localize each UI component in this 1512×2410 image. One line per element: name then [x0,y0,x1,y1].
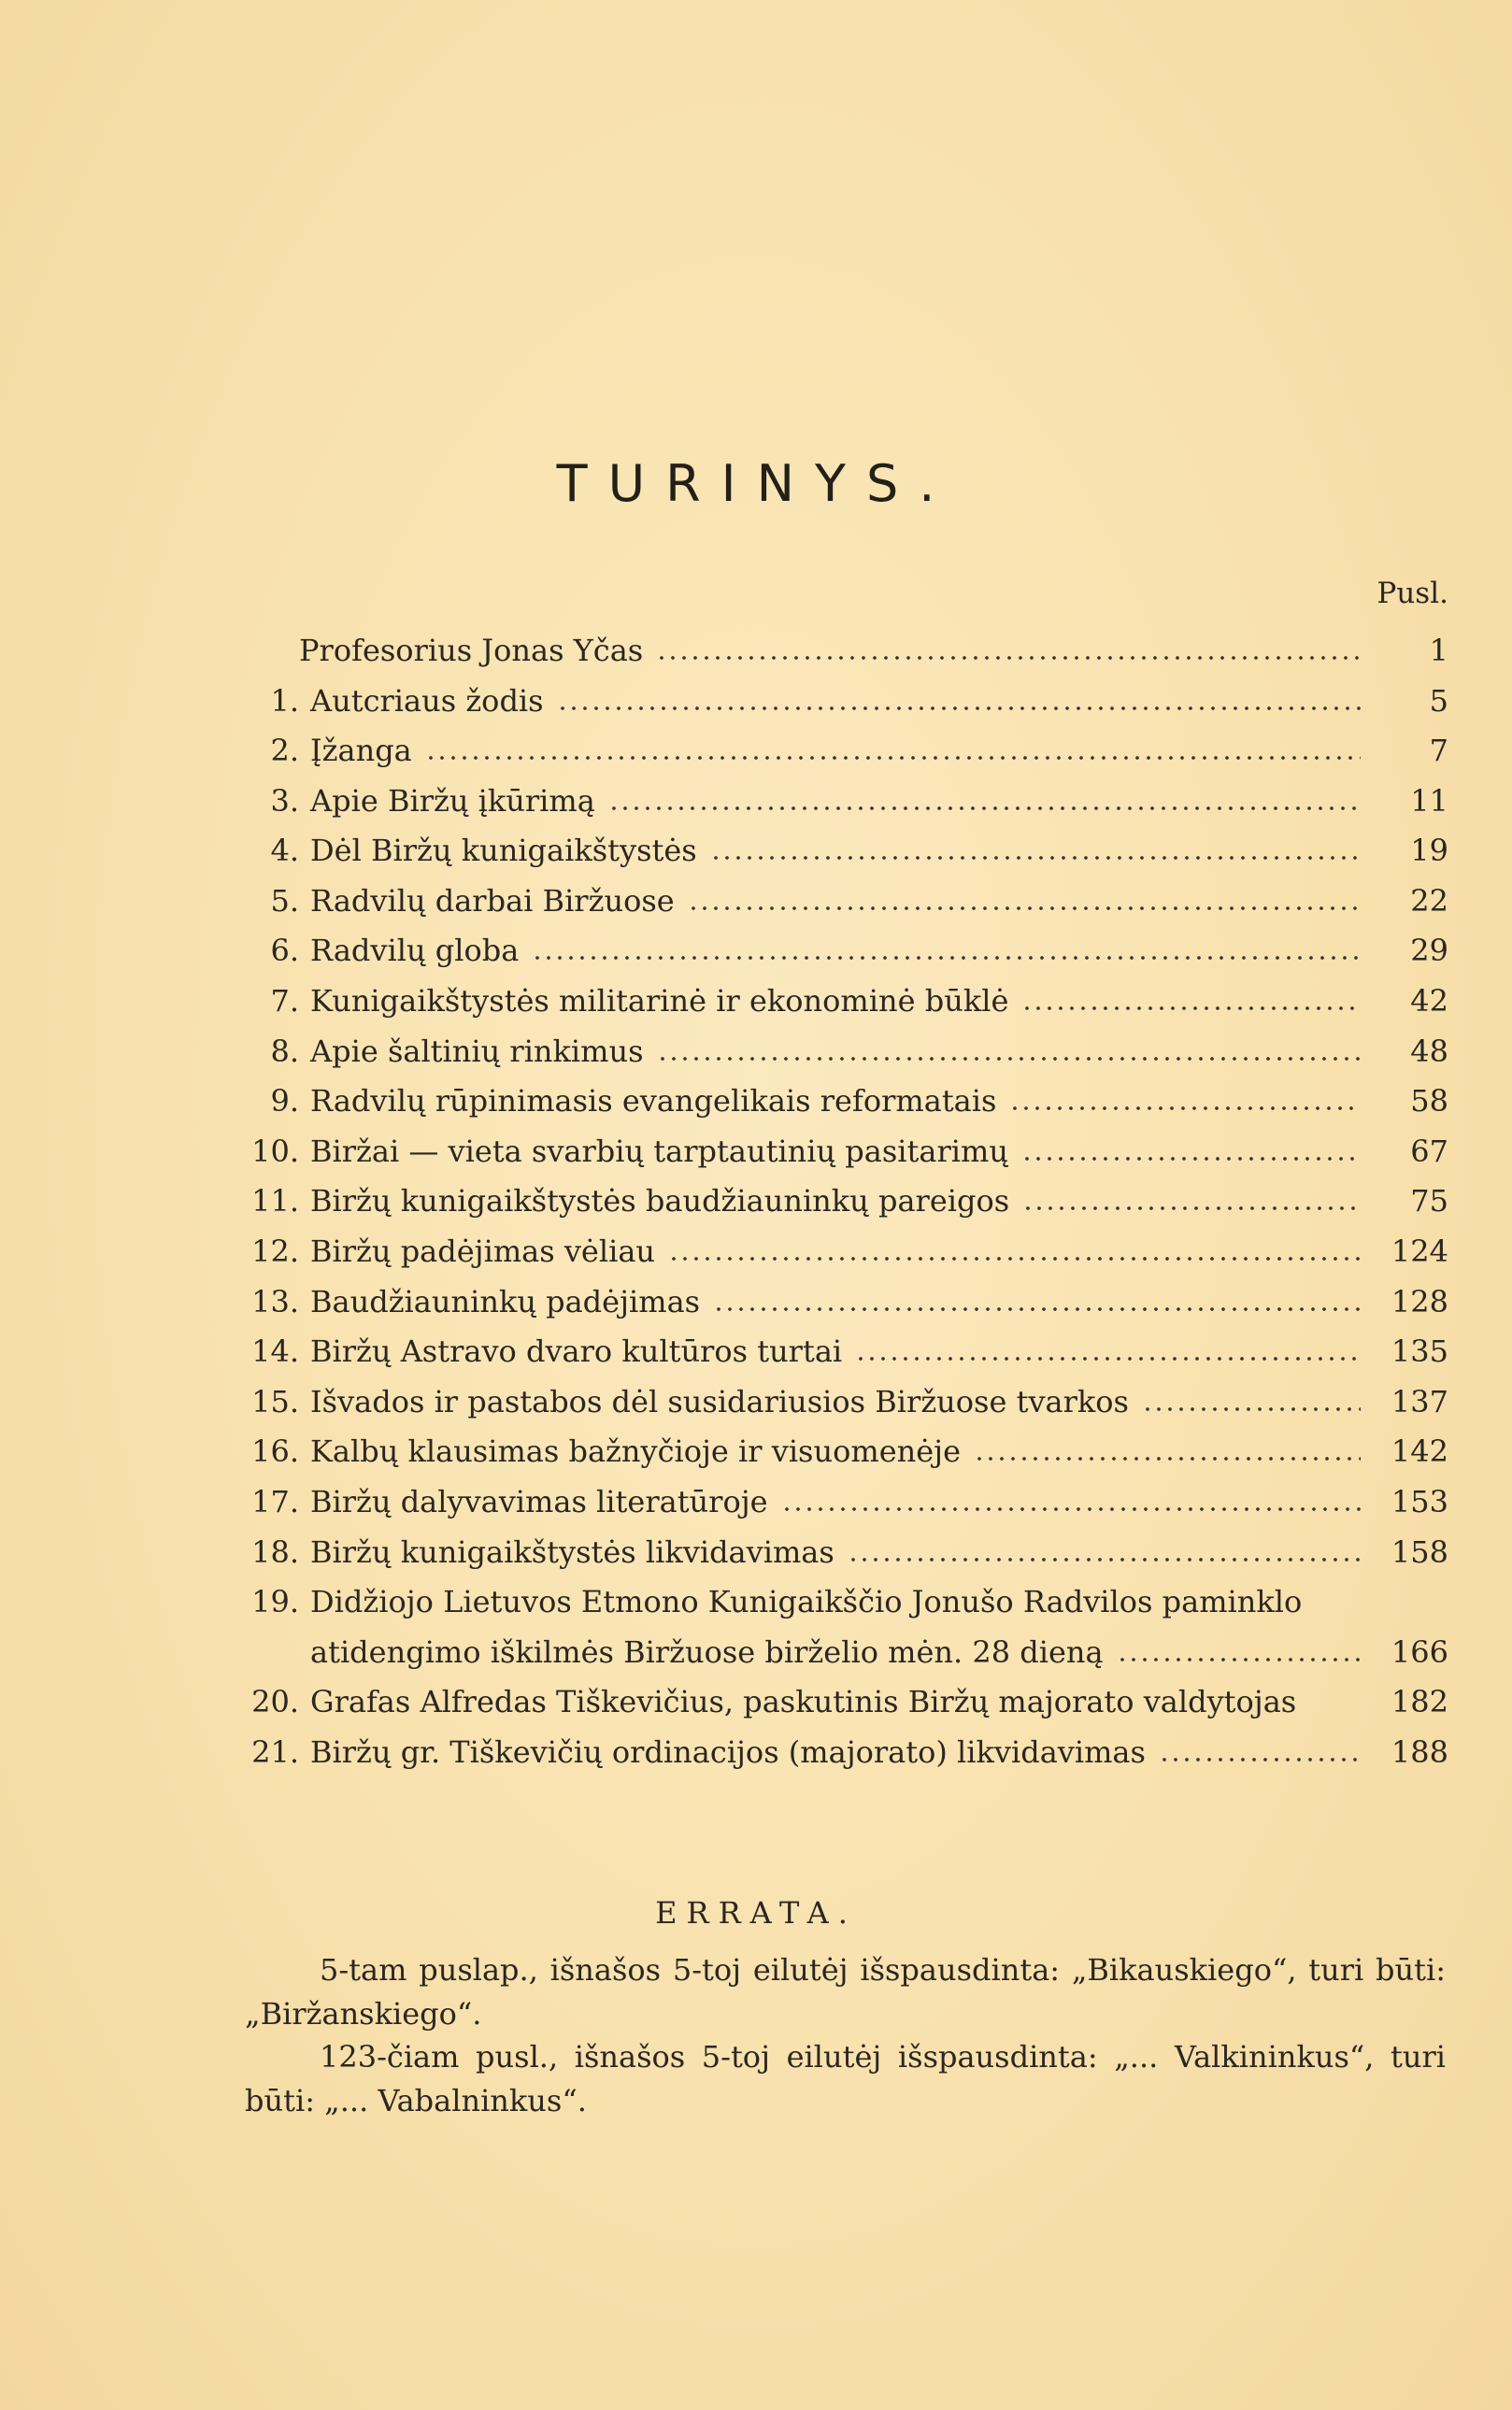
toc-entry-number: 2. [270,733,299,768]
dot-leader [855,1339,1361,1363]
toc-entry-page: 42 [1410,983,1448,1019]
toc-entry-continuation [224,1626,1448,1671]
toc-entry-number: 9. [270,1083,299,1119]
toc-entry-title: Biržų kunigaikštystės baudžiauninkų pareigos [310,1183,1010,1219]
toc-entry-number: 18. [251,1534,299,1570]
dot-leader [713,1290,1361,1314]
toc-entry-number: 3. [270,783,299,819]
toc-entry-number: 21. [251,1734,299,1770]
toc-entry [224,975,1448,1020]
toc-entry-title: Profesorius Jonas Yčas [299,633,644,668]
dot-leader [608,789,1361,813]
dot-leader [1021,1139,1361,1163]
toc-entry-number: 6. [270,933,299,968]
toc-entry-page: 75 [1410,1183,1448,1219]
dot-leader [532,938,1361,963]
toc-entry [224,1526,1448,1571]
toc-entry-number: 4. [270,833,299,868]
dot-leader [1022,1189,1361,1213]
toc-entry-title: Biržų Astravo dvaro kultūros turtai [310,1333,843,1369]
toc-entry-number: 15. [251,1384,299,1419]
toc-entry [224,724,1448,769]
dot-leader [781,1490,1361,1514]
page-title: TURINYS. [556,454,956,513]
toc-entry [224,1325,1448,1370]
dot-leader [656,638,1361,663]
toc-entry-number: 5. [270,883,299,919]
toc-entry-number: 1. [270,683,299,719]
toc-entry-page: 158 [1391,1534,1448,1570]
toc-entry-page: 188 [1391,1734,1448,1770]
toc-entry-title: Įžanga [310,733,412,768]
toc-entry [224,1676,1448,1720]
toc-entry-number: 14. [251,1333,299,1369]
toc-entry [224,924,1448,969]
page-column-header: Pusl. [1376,577,1448,610]
toc-entry-page: 137 [1391,1384,1448,1419]
toc-entry [224,1376,1448,1420]
dot-leader [710,838,1361,863]
dot-leader [1009,1089,1361,1113]
toc-entry-page: 166 [1391,1634,1448,1670]
toc-entry-number: 17. [251,1484,299,1519]
toc-entry-page: 142 [1391,1433,1448,1469]
toc-entry [224,1175,1448,1219]
toc-entry-title: Apie šaltinių rinkimus [310,1034,644,1069]
dot-leader [668,1239,1361,1263]
toc-entry-number: 11. [251,1183,299,1219]
toc-entry [224,1425,1448,1470]
toc-entry [224,775,1448,820]
toc-entry-number: 12. [251,1234,299,1269]
dot-leader [1159,1740,1361,1764]
errata-title: ERRATA. [655,1895,857,1931]
toc-entry-page: 48 [1410,1034,1448,1069]
toc-entry-title: Didžiojo Lietuvos Etmono Kunigaikščio Jonušo Radvilos paminklo [310,1584,1303,1619]
dot-leader [657,1039,1361,1063]
toc-entry-title: Dėl Biržų kunigaikštystės [310,833,697,868]
dot-leader [557,689,1361,713]
toc-entry-title: Radvilų globa [310,933,520,968]
toc-entry-page: 22 [1410,883,1448,919]
dot-leader [1142,1390,1361,1414]
toc-entry-page: 67 [1410,1134,1448,1169]
toc-entry-number: 16. [251,1433,299,1469]
errata-item: 5-tam puslap., išnašos 5-toj eilutėj išspausdinta: „Bikauskiego“, turi būti: „Biržanskiego“. [245,1952,1446,2032]
dot-leader [688,889,1361,913]
toc-entry-title: atidengimo iškilmės Biržuose birželio mėn. 28 dieną [310,1634,1104,1670]
toc-entry [224,1225,1448,1270]
toc-entry [224,875,1448,920]
toc-entry-title: Išvados ir pastabos dėl susidariusios Biržuose tvarkos [310,1384,1129,1419]
toc-entry-title: Radvilų rūpinimasis evangelikais reformatais [310,1083,997,1119]
errata-item: 123-čiam pusl., išnašos 5-toj eilutėj išspausdinta: „... Valkininkus“, turi būti: „... Vabalninkus“. [245,2039,1446,2118]
toc-entry [224,1476,1448,1520]
toc-entry-number: 10. [251,1134,299,1169]
toc-entry-page: 124 [1391,1234,1448,1269]
toc-entry-title: Biržų padėjimas vėliau [310,1234,656,1269]
toc-entry-title: Kalbų klausimas bažnyčioje ir visuomenėje [310,1433,962,1469]
toc-entry [224,624,1448,669]
dot-leader [974,1439,1361,1463]
toc-entry-number: 19. [251,1584,299,1619]
toc-entry [224,1025,1448,1070]
toc-entry-title: Apie Biržų įkūrimą [310,783,595,819]
toc-entry-title: Biržų kunigaikštystės likvidavimas [310,1534,834,1570]
toc-entry-title: Biržų dalyvavimas literatūroje [310,1484,768,1519]
toc-entry-page: 182 [1391,1684,1448,1719]
toc-entry-page: 128 [1391,1284,1448,1319]
toc-entry-title: Baudžiauninkų padėjimas [310,1284,701,1319]
toc-entry-page: 7 [1429,733,1448,768]
toc-entry-number: 13. [251,1284,299,1319]
toc-entry-number: 7. [270,983,299,1019]
toc-entry-page: 1 [1429,633,1448,668]
dot-leader [848,1540,1361,1564]
toc-entry-number: 8. [270,1034,299,1069]
toc-entry-title: Grafas Alfredas Tiškevičius, paskutinis Biržų majorato valdytojas [310,1684,1297,1719]
dot-leader [1021,989,1361,1013]
toc-entry-title: Radvilų darbai Biržuose [310,883,675,919]
toc-entry-page: 19 [1410,833,1448,868]
dot-leader [1117,1640,1361,1664]
dot-leader [425,738,1361,763]
toc-entry-page: 58 [1410,1083,1448,1119]
toc-entry [224,1726,1448,1771]
toc-entry-title: Biržų gr. Tiškevičių ordinacijos (majorato) likvidavimas [310,1734,1146,1770]
toc-entry-page: 135 [1391,1333,1448,1369]
toc-entry-page: 5 [1429,683,1448,719]
toc-entry-page: 11 [1410,783,1448,819]
toc-entry [224,1276,1448,1320]
toc-entry-number: 20. [251,1684,299,1719]
toc-entry [224,1075,1448,1119]
toc-entry-page: 153 [1391,1484,1448,1519]
toc-entry [224,1125,1448,1170]
toc-entry-title: Autcriaus žodis [310,683,544,719]
toc-entry-page: 29 [1410,933,1448,968]
toc-entry [224,824,1448,869]
toc-entry-title: Biržai — vieta svarbių tarptautinių pasitarimų [310,1134,1008,1169]
toc-entry-title: Kunigaikštystės militarinė ir ekonominė būklė [310,983,1009,1019]
toc-entry [224,1576,1448,1620]
toc-entry [224,675,1448,720]
